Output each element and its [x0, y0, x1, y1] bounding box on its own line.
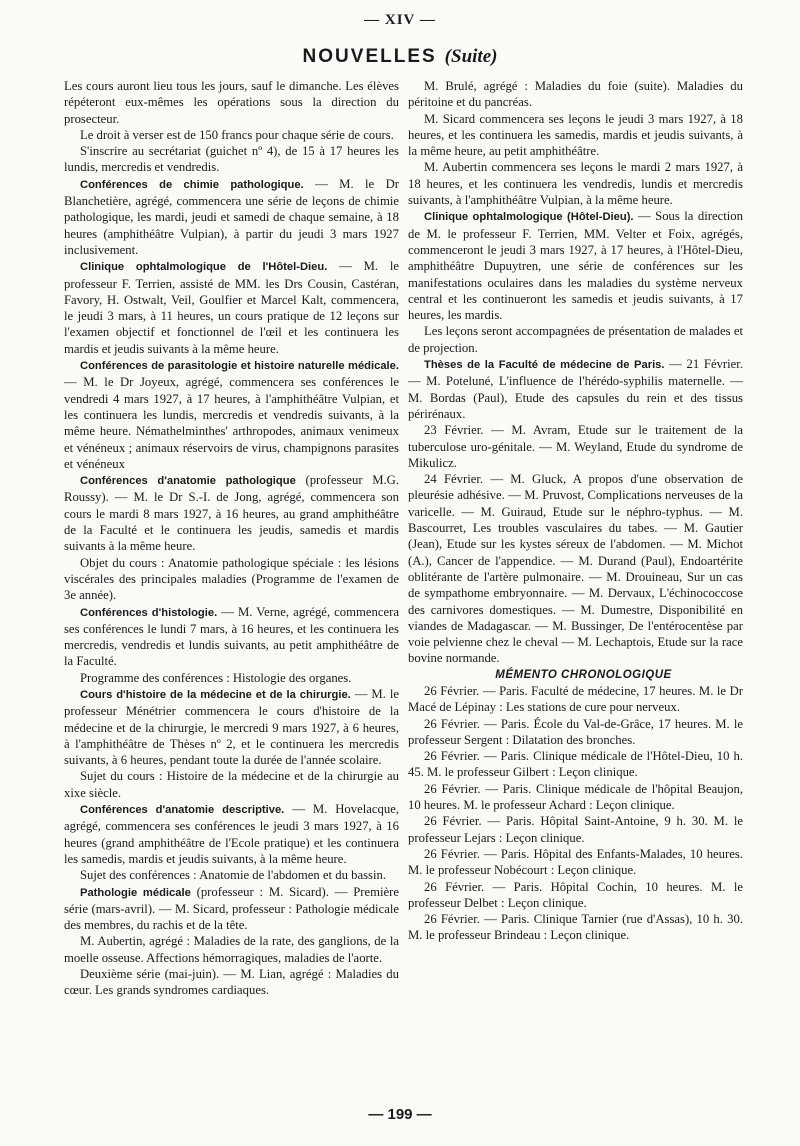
paragraph-text: — M. Verne, agrégé, commencera ses conférences le lundi 7 mars, à 16 heures, et les continuera les mercredis, vendredis et lundis suivants, au petit amphithéâtre de la Faculté.	[64, 604, 399, 669]
paragraph-text: Les cours auront lieu tous les jours, sauf le dimanche. Les élèves répéteront eux-mêmes les opérations sous la direction du prosecteur.	[64, 79, 399, 126]
paragraph-text: — M. Hovelacque, agrégé, commencera ses conférences le jeudi 3 mars 1927, à 16 heures (grand amphithéâtre de l'Ecole pratique) et les continuera les samedis, mardis et jeudis suivants, à la même heure.	[64, 802, 399, 866]
paragraph	[64, 357, 399, 472]
paragraph	[408, 781, 743, 814]
paragraph	[64, 258, 399, 357]
paragraph-text: — M. le Dr Blanchetière, agrégé, commencera une série de leçons de chimie pathologique, les mardi, jeudi et samedi de chaque semaine, à 18 heures (amphithéâtre Vulpian), à partir du jeudi 3 mars 1927 inclusivement.	[64, 176, 399, 257]
paragraph	[64, 768, 399, 801]
paragraph-heading: Pathologie médicale	[80, 886, 191, 899]
paragraph-text: Le droit à verser est de 150 francs pour chaque série de cours.	[80, 127, 394, 142]
paragraph	[64, 604, 399, 670]
paragraph	[64, 867, 399, 883]
paragraph-text: 26 Février. — Paris. Hôpital Cochin, 10 heures. M. le professeur Delbet : Leçon clinique.	[408, 879, 743, 910]
paragraph	[408, 748, 743, 781]
paragraph-text: 26 Février. — Paris. École du Val-de-Grâce, 17 heures. M. le professeur Sergent : Dilatation des bronches.	[408, 716, 743, 747]
paragraph-text: Objet du cours : Anatomie pathologique spéciale : les lésions viscérales des principales maladies (Programme de l'examen de 3e année).	[64, 555, 399, 603]
paragraph-heading: Conférences d'anatomie pathologique	[80, 475, 296, 488]
paragraph	[64, 670, 399, 686]
paragraph-text: (professeur M.G. Roussy). — M. le Dr S.-I. de Jong, agrégé, commencera son cours le mardi 8 mars 1927, à 16 heures, au grand amphithéâtre de la Faculté et le continuera les jeudis, samedis et mardis suivants à la même heure.	[64, 473, 399, 554]
paragraph	[64, 686, 399, 768]
roman-page-number: — XIV —	[364, 12, 436, 28]
paragraph-text: Deuxième série (mai-juin). — M. Lian, agrégé : Maladies du cœur. Les grands syndromes cardiaques.	[64, 967, 399, 998]
title-text: NOUVELLES	[302, 46, 437, 67]
paragraph-text: — 21 Février. — M. Poteluné, L'influence de l'hérédo-syphilis maternelle. — M. Bordas (Paul), Etude des capsules du rein et des tissus périrénaux.	[408, 357, 743, 421]
paragraph-text: Programme des conférences : Histologie des organes.	[80, 670, 352, 685]
paragraph-heading: Conférences de parasitologie et histoire naturelle médicale.	[80, 360, 399, 373]
paragraph-text: — M. le Dr Joyeux, agrégé, commencera ses conférences le vendredi 4 mars 1927, à 17 heures, à l'amphithéâtre Vulpian, et les continuera les lundis, mercredis et vendredis suivants, à la même heure. Némathelminthes' arthropodes, animaux venimeux et vénéneux ; animaux réservoirs de virus, champignons parasites et vénéneux	[64, 375, 399, 471]
paragraph	[408, 422, 743, 471]
paragraph-heading: Clinique ophtalmologique de l'Hôtel-Dieu.	[80, 261, 328, 274]
paragraph-text: Sujet du cours : Histoire de la médecine et de la chirurgie au xixe siècle.	[64, 769, 399, 800]
paragraph-text: 26 Février. — Paris. Hôpital Saint-Antoine, 9 h. 30. M. le professeur Lejars : Leçon clinique.	[408, 814, 743, 845]
paragraph-heading: Cours d'histoire de la médecine et de la chirurgie.	[80, 688, 351, 701]
paragraph	[408, 159, 743, 208]
paragraph	[64, 884, 399, 934]
paragraph-text: 24 Février. — M. Gluck, A propos d'une observation de pleurésie adhésive. — M. Pruvost, Complications nerveuses de la varicelle. — M. Guiraud, Etude sur le néphro-typhus. — M. Bascourret, Les troubles vasculaires du tabes. — M. Gautier (Jean), Etude sur les kystes séreux de l'abdomen. — M. Michot (A.), Cancer de l'appendice. — M. Durand (Paul), Endoartérite oblitérante de l'artère pulmonaire. — M. Drouineau, Sur un cas de sympathome embryonnaire. — M. Dervaux, L'échinococcose des carnivores domestiques. — M. Dumestre, Disponibilité en viandes de Madagascar. — M. Bussinger, De l'entérocentèse par voie pelvienne chez le cheval — M. Lechaptois, Etude sur la race bovine normande.	[408, 472, 743, 666]
paragraph-text: S'inscrire au secrétariat (guichet nº 4), de 15 à 17 heures les lundis, mercredis et vendredis.	[64, 144, 399, 175]
paragraph	[64, 801, 399, 867]
paragraph	[408, 911, 743, 944]
paragraph-text: M. Aubertin, agrégé : Maladies de la rate, des ganglions, de la moelle osseuse. Affections hémorragiques, maladies de l'aorte.	[64, 934, 399, 965]
paragraph	[408, 208, 743, 323]
paragraph-text: 26 Février. — Paris. Clinique médicale de l'Hôtel-Dieu, 10 h. 45. M. le professeur Gilbert : Leçon clinique.	[408, 749, 743, 780]
right-column	[408, 78, 743, 944]
paragraph	[64, 143, 399, 176]
paragraph	[408, 846, 743, 879]
section-title	[0, 46, 800, 68]
paragraph	[408, 356, 743, 422]
paragraph	[64, 176, 399, 258]
paragraph	[408, 716, 743, 749]
paragraph	[408, 78, 743, 111]
paragraph-text: M. Brulé, agrégé : Maladies du foie (suite). Maladies du péritoine et du pancréas.	[408, 79, 743, 110]
page-number: — 199 —	[368, 1106, 432, 1123]
paragraph	[408, 683, 743, 716]
paragraph	[408, 323, 743, 356]
paragraph-text: 26 Février. — Paris. Hôpital des Enfants-Malades, 10 heures. M. le professeur Nobécourt : Leçon clinique.	[408, 846, 743, 878]
paragraph-text: 23 Février. — M. Avram, Etude sur le traitement de la tuberculose uro-génitale. — M. Weyland, Etude du syndrome de Mikulicz.	[408, 423, 743, 470]
paragraph-text: M. Aubertin commencera ses leçons le mardi 2 mars 1927, à 18 heures, et les continuera les vendredis, lundis et mercredis suivants, à l'amphithéâtre Vulpian, à la même heure.	[408, 160, 743, 208]
title-suite: (Suite)	[444, 46, 498, 67]
paragraph	[64, 472, 399, 554]
paragraph-text: 26 Février. — Paris. Clinique Tarnier (rue d'Assas), 10 h. 30. M. le professeur Brindeau : Leçon clinique.	[408, 912, 743, 943]
paragraph-text: — M. le professeur Ménétrier commencera le cours d'histoire de la médecine et de la chirurgie, le mercredi 9 mars 1927, à 6 heures, à l'amphithéâtre de Thèses nº 2, et le continuera les mercredis suivants, à 6 heures, pendant toute la durée de l'année scolaire.	[64, 686, 399, 768]
memento-heading: MÉMENTO CHRONOLOGIQUE	[495, 668, 672, 681]
paragraph-text: — M. le professeur F. Terrien, assisté de MM. les Drs Cousin, Castéran, Favory, H. Ostwalt, Veil, Goulfier et Marcel Kalt, commencera, le jeudi 3 mars, à 11 heures, un cours pratique de 12 leçons sur l'examen objectif et fonctionnel de l'œil et les continuera les mardis et jeudis suivants à la même heure.	[64, 259, 399, 356]
paragraph-text: M. Sicard commencera ses leçons le jeudi 3 mars 1927, à 18 heures, et les continuera les samedis, mardis et jeudis suivants, à la même heure, au petit amphithéâtre.	[408, 111, 743, 159]
paragraph-heading: Clinique ophtalmologique (Hôtel-Dieu).	[424, 211, 634, 224]
paragraph	[408, 879, 743, 912]
paragraph-heading: Conférences de chimie pathologique.	[80, 178, 304, 191]
left-column	[64, 78, 399, 999]
paragraph-text: 26 Février. — Paris. Clinique médicale de l'hôpital Beaujon, 10 heures. M. le professeur Achard : Leçon clinique.	[408, 781, 743, 813]
paragraph-text: Les leçons seront accompagnées de présentation de malades et de projection.	[408, 324, 743, 355]
paragraph	[408, 111, 743, 160]
paragraph-text: — Sous la direction de M. le professeur F. Terrien, MM. Velter et Foix, agrégés, commenceront le jeudi 3 mars 1927, à 17 heures, à l'Hôtel-Dieu, amphithéâtre Dupuytren, une série de conférences sur les manifestations oculaires dans les maladies du système nerveux central et les continueront les samedis et jeudis suivants, à 17 heures, les mardis.	[408, 209, 743, 323]
paragraph-text: 26 Février. — Paris. Faculté de médecine, 17 heures. M. le Dr Macé de Lépinay : Les stations de cure pour nerveux.	[408, 683, 743, 715]
paragraph	[64, 127, 399, 143]
paragraph	[64, 78, 399, 127]
paragraph	[64, 555, 399, 604]
paragraph-text: Sujet des conférences : Anatomie de l'abdomen et du bassin.	[80, 868, 386, 883]
paragraph-heading: Conférences d'anatomie descriptive.	[80, 804, 285, 817]
paragraph	[408, 813, 743, 846]
paragraph-heading: Conférences d'histologie.	[80, 606, 218, 619]
paragraph-text: (professeur : M. Sicard). — Première série (mars-avril). — M. Sicard, professeur : Pathologie médicale des membres, du rachis et de la tête.	[64, 884, 399, 933]
paragraph	[408, 471, 743, 667]
paragraph	[64, 933, 399, 966]
paragraph	[64, 966, 399, 999]
paragraph-heading: Thèses de la Faculté de médecine de Paris.	[424, 359, 665, 372]
